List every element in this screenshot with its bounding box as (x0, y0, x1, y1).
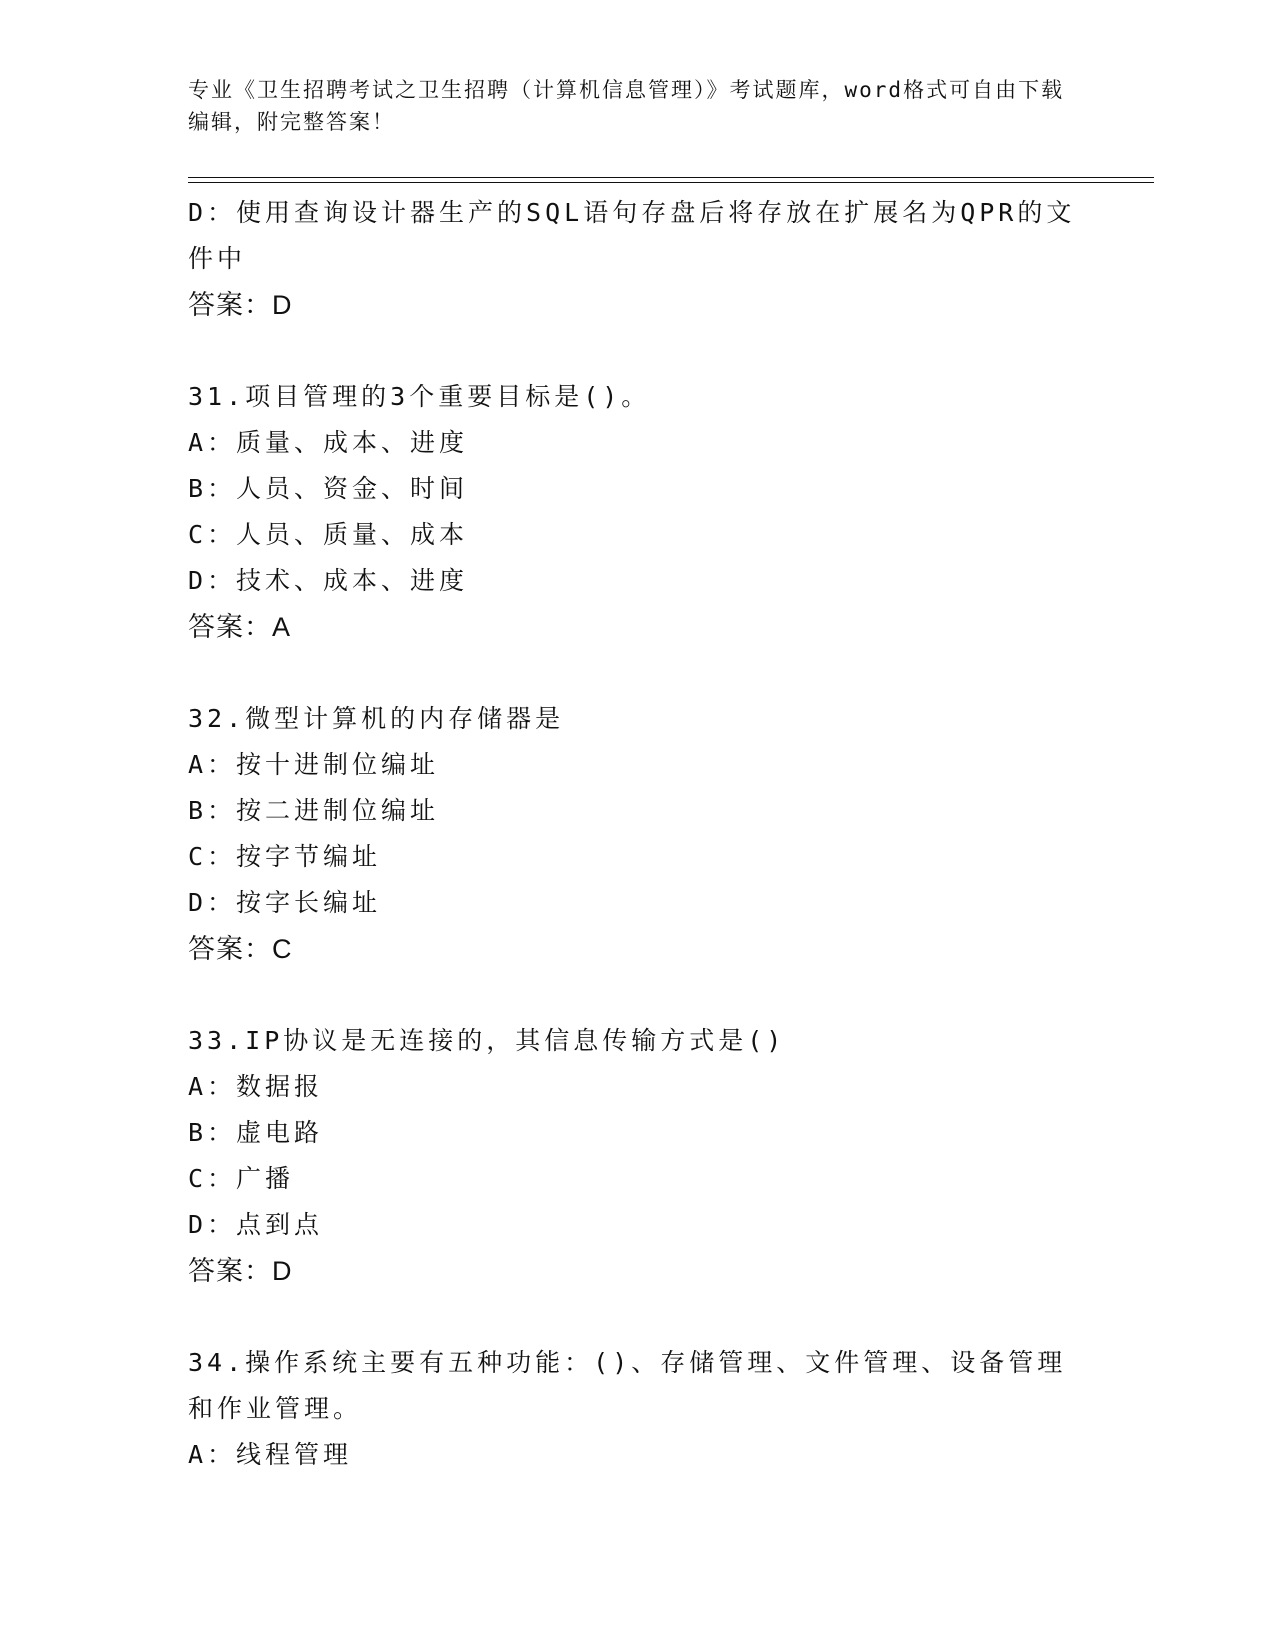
question-34-option-a: A：线程管理 (188, 1440, 353, 1469)
continued-option-d: D：使用查询设计器生产的SQL语句存盘后将存放在扩展名为QPR的文件中 (188, 198, 1076, 273)
question-31-option-c: C：人员、质量、成本 (188, 520, 469, 549)
question-content (188, 190, 1088, 1478)
answer-32: 答案：C (188, 934, 293, 964)
answer-33: 答案：D (188, 1256, 293, 1286)
question-33-option-c: C：广播 (188, 1164, 295, 1193)
header-note: 专业《卫生招聘考试之卫生招聘（计算机信息管理）》考试题库，word格式可自由下载编辑，附完整答案！ (188, 78, 1065, 134)
question-31-option-a: A：质量、成本、进度 (188, 428, 469, 457)
question-33-option-d: D：点到点 (188, 1210, 324, 1239)
question-gap (188, 650, 1088, 696)
question-33-option-a: A：数据报 (188, 1072, 324, 1101)
question-32-option-d: D：按字长编址 (188, 888, 382, 917)
question-gap (188, 1294, 1088, 1340)
question-31-option-b: B：人员、资金、时间 (188, 474, 469, 503)
answer-30: 答案：D (188, 290, 293, 320)
question-gap (188, 328, 1088, 374)
question-33-stem: 33.IP协议是无连接的，其信息传输方式是() (188, 1026, 786, 1055)
question-32-stem: 32.微型计算机的内存储器是 (188, 704, 565, 733)
question-gap (188, 972, 1088, 1018)
question-31-option-d: D：技术、成本、进度 (188, 566, 469, 595)
question-32-option-a: A：按十进制位编址 (188, 750, 440, 779)
question-31-stem: 31.项目管理的3个重要目标是()。 (188, 382, 651, 411)
question-32-option-c: C：按字节编址 (188, 842, 382, 871)
question-33-option-b: B：虚电路 (188, 1118, 324, 1147)
header-rule-bottom (188, 182, 1154, 183)
question-34-stem: 34.操作系统主要有五种功能：()、存储管理、文件管理、设备管理和作业管理。 (188, 1348, 1067, 1423)
header-rule-top (188, 177, 1154, 178)
answer-31: 答案：A (188, 612, 292, 642)
question-32-option-b: B：按二进制位编址 (188, 796, 440, 825)
